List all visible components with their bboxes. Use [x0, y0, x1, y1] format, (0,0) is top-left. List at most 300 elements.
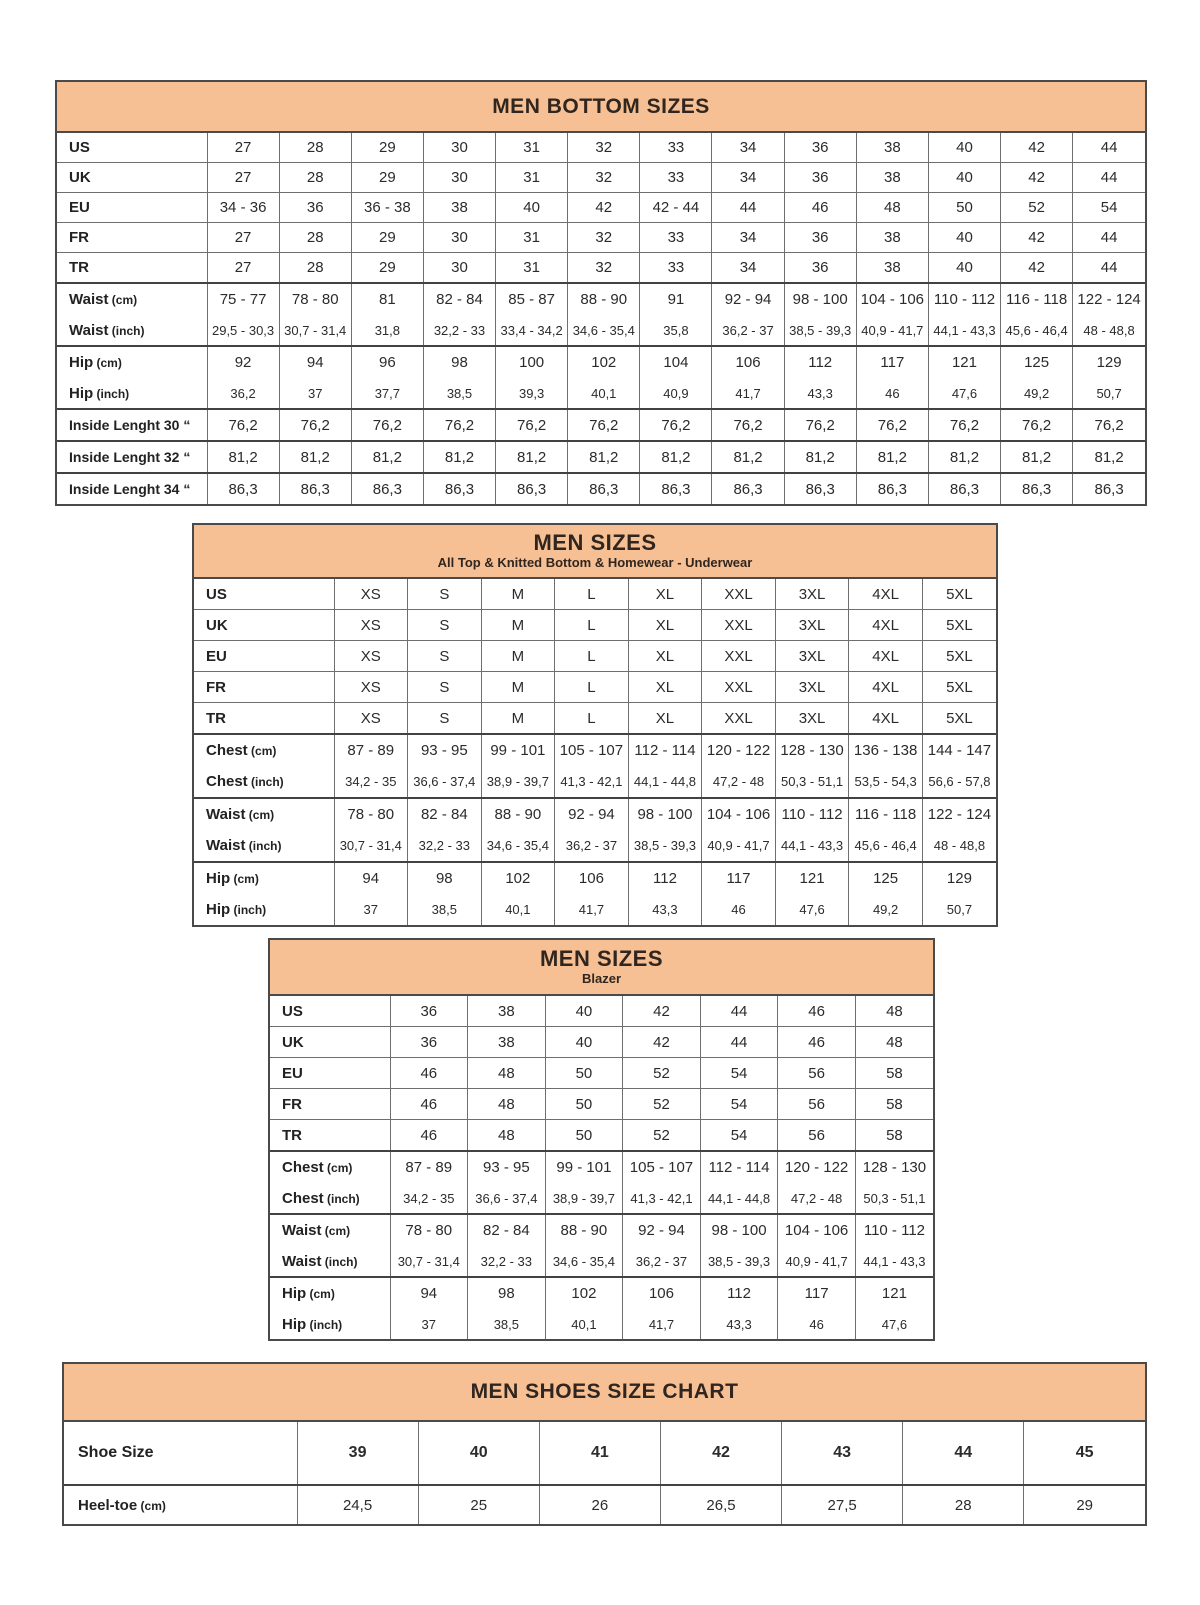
value-cell: 88 - 90	[545, 1214, 623, 1246]
value-cell: 46	[778, 1309, 856, 1339]
value-cell: 36,2 - 37	[712, 315, 784, 346]
value-cell: 93 - 95	[408, 734, 482, 766]
value-cell: 36,2 - 37	[623, 1246, 701, 1277]
table-title: MEN BOTTOM SIZES	[492, 94, 710, 118]
value-cell: 76,2	[784, 409, 856, 441]
value-cell: 87 - 89	[390, 1151, 468, 1183]
table-row	[194, 672, 996, 703]
value-cell: 45,6 - 46,4	[849, 830, 923, 862]
value-cell: 44	[700, 1027, 778, 1058]
row-label: Inside Lenght 32 “	[69, 449, 191, 465]
value-cell: 76,2	[351, 409, 423, 441]
value-cell: 128 - 130	[775, 734, 849, 766]
value-cell: 49,2	[849, 894, 923, 925]
value-cell: 106	[555, 862, 629, 894]
value-cell: 33	[640, 133, 712, 163]
value-cell: 30,7 - 31,4	[334, 830, 408, 862]
value-cell: 38,5 - 39,3	[700, 1246, 778, 1277]
value-cell: 120 - 122	[702, 734, 776, 766]
value-cell: 40,1	[481, 894, 555, 925]
men-shoes-title-bar	[64, 1364, 1145, 1422]
value-cell: 40	[928, 133, 1000, 163]
value-cell: 43,3	[784, 378, 856, 409]
value-cell: M	[481, 579, 555, 610]
value-cell: 112	[784, 346, 856, 378]
value-cell: 3XL	[775, 610, 849, 641]
row-label: Inside Lenght 30 “	[69, 417, 191, 433]
value-cell: 102	[545, 1277, 623, 1309]
table-title: MEN SIZES	[533, 530, 657, 556]
value-cell: 86,3	[712, 473, 784, 504]
value-cell: 98 - 100	[700, 1214, 778, 1246]
value-cell: 42	[623, 1027, 701, 1058]
value-cell: 35,8	[640, 315, 712, 346]
value-cell: 30,7 - 31,4	[390, 1246, 468, 1277]
value-cell: 121	[855, 1277, 933, 1309]
value-cell: 4XL	[849, 610, 923, 641]
table-row	[194, 798, 996, 830]
row-label: TR	[282, 1126, 302, 1144]
value-cell: 96	[351, 346, 423, 378]
row-label: UK	[282, 1033, 304, 1051]
value-cell: 86,3	[1073, 473, 1145, 504]
value-cell: 36	[784, 163, 856, 193]
value-cell: 40	[928, 223, 1000, 253]
value-cell: XL	[628, 672, 702, 703]
value-cell: 47,6	[775, 894, 849, 925]
value-cell: 86,3	[568, 473, 640, 504]
value-cell: 121	[928, 346, 1000, 378]
table-title: MEN SIZES	[539, 946, 664, 972]
value-cell: 28	[279, 163, 351, 193]
value-cell: 34,6 - 35,4	[481, 830, 555, 862]
row-label: Waist (cm)	[282, 1222, 351, 1239]
value-cell: L	[555, 703, 629, 735]
table-row	[194, 579, 996, 610]
row-label: Chest (cm)	[282, 1159, 353, 1176]
value-cell: 34,6 - 35,4	[545, 1246, 623, 1277]
row-label: FR	[69, 229, 89, 246]
row-label: Waist (inch)	[69, 321, 145, 339]
value-cell: 34	[712, 223, 784, 253]
value-cell: 94	[390, 1277, 468, 1309]
value-cell: 40	[496, 193, 568, 223]
value-cell: 37	[334, 894, 408, 925]
value-cell: 29,5 - 30,3	[207, 315, 279, 346]
value-cell: 105 - 107	[623, 1151, 701, 1183]
value-cell: 104 - 106	[856, 283, 928, 315]
value-cell: 3XL	[775, 641, 849, 672]
table-row	[270, 1277, 933, 1309]
value-cell: 42	[623, 996, 701, 1027]
table-row	[57, 441, 1145, 473]
value-cell: 36,2	[207, 378, 279, 409]
value-cell: 48	[855, 996, 933, 1027]
value-cell: 39	[297, 1422, 418, 1485]
value-cell: 38,9 - 39,7	[545, 1183, 623, 1214]
value-cell: 38	[856, 163, 928, 193]
value-cell: 85 - 87	[496, 283, 568, 315]
value-cell: 30	[423, 163, 495, 193]
value-cell: 54	[700, 1058, 778, 1089]
men-sizes-tops-grid	[194, 579, 996, 925]
value-cell: 38,5 - 39,3	[784, 315, 856, 346]
value-cell: 44,1 - 43,3	[775, 830, 849, 862]
value-cell: 98 - 100	[784, 283, 856, 315]
row-label: Chest (cm)	[206, 742, 277, 759]
value-cell: 50	[545, 1089, 623, 1120]
value-cell: M	[481, 641, 555, 672]
value-cell: 40,9 - 41,7	[856, 315, 928, 346]
value-cell: 40	[545, 1027, 623, 1058]
value-cell: 44	[1073, 163, 1145, 193]
value-cell: 36,6 - 37,4	[468, 1183, 546, 1214]
row-label: US	[69, 139, 90, 156]
value-cell: 28	[279, 253, 351, 284]
value-cell: 76,2	[279, 409, 351, 441]
value-cell: 116 - 118	[1001, 283, 1073, 315]
value-cell: 46	[778, 996, 856, 1027]
value-cell: 32,2 - 33	[408, 830, 482, 862]
value-cell: 46	[390, 1089, 468, 1120]
value-cell: 44	[903, 1422, 1024, 1485]
value-cell: 81,2	[568, 441, 640, 473]
row-label: EU	[206, 647, 227, 665]
table-row	[270, 1246, 933, 1277]
value-cell: 4XL	[849, 703, 923, 735]
value-cell: 40	[545, 996, 623, 1027]
value-cell: 122 - 124	[1073, 283, 1145, 315]
value-cell: 47,2 - 48	[778, 1183, 856, 1214]
row-label: Hip (inch)	[282, 1315, 343, 1333]
value-cell: 81,2	[784, 441, 856, 473]
value-cell: 38,5	[408, 894, 482, 925]
table-row	[57, 163, 1145, 193]
value-cell: 36	[390, 996, 468, 1027]
value-cell: 99 - 101	[545, 1151, 623, 1183]
value-cell: 86,3	[856, 473, 928, 504]
row-label: Hip (cm)	[282, 1285, 335, 1302]
value-cell: 98	[423, 346, 495, 378]
value-cell: 104	[640, 346, 712, 378]
value-cell: S	[408, 672, 482, 703]
value-cell: 81,2	[856, 441, 928, 473]
value-cell: 82 - 84	[408, 798, 482, 830]
value-cell: 43,3	[700, 1309, 778, 1339]
value-cell: 120 - 122	[778, 1151, 856, 1183]
value-cell: 86,3	[351, 473, 423, 504]
value-cell: 92	[207, 346, 279, 378]
value-cell: 81,2	[423, 441, 495, 473]
table-row	[194, 610, 996, 641]
value-cell: 94	[334, 862, 408, 894]
value-cell: 129	[1073, 346, 1145, 378]
value-cell: 47,6	[928, 378, 1000, 409]
value-cell: 36	[784, 253, 856, 284]
value-cell: 41,3 - 42,1	[623, 1183, 701, 1214]
value-cell: 98 - 100	[628, 798, 702, 830]
table-row	[270, 1183, 933, 1214]
value-cell: 110 - 112	[855, 1214, 933, 1246]
men-shoes-grid-host	[64, 1422, 1145, 1524]
table-row	[57, 409, 1145, 441]
value-cell: 31	[496, 223, 568, 253]
value-cell: 56	[778, 1058, 856, 1089]
value-cell: 4XL	[849, 672, 923, 703]
value-cell: 30,7 - 31,4	[279, 315, 351, 346]
row-label: TR	[206, 709, 226, 727]
value-cell: 56	[778, 1120, 856, 1152]
value-cell: 29	[351, 223, 423, 253]
value-cell: 36 - 38	[351, 193, 423, 223]
row-label: UK	[69, 169, 91, 186]
value-cell: 52	[1001, 193, 1073, 223]
value-cell: 29	[351, 133, 423, 163]
value-cell: 36	[279, 193, 351, 223]
value-cell: XS	[334, 672, 408, 703]
value-cell: 39,3	[496, 378, 568, 409]
value-cell: 81,2	[279, 441, 351, 473]
value-cell: 46	[390, 1120, 468, 1152]
value-cell: 54	[1073, 193, 1145, 223]
value-cell: 43,3	[628, 894, 702, 925]
row-label: Heel-toe (cm)	[78, 1496, 166, 1514]
men-shoes-size-chart-grid	[64, 1422, 1145, 1524]
men-sizes-blazer-title-bar	[270, 940, 933, 996]
table-subtitle: Blazer	[581, 971, 622, 987]
table-row	[270, 1027, 933, 1058]
table-row	[194, 641, 996, 672]
value-cell: 42 - 44	[640, 193, 712, 223]
value-cell: 81,2	[496, 441, 568, 473]
value-cell: 81,2	[1001, 441, 1073, 473]
table-row	[270, 1058, 933, 1089]
value-cell: 58	[855, 1058, 933, 1089]
value-cell: 31	[496, 133, 568, 163]
value-cell: 50	[928, 193, 1000, 223]
value-cell: 46	[784, 193, 856, 223]
value-cell: 144 - 147	[922, 734, 996, 766]
value-cell: 34	[712, 163, 784, 193]
value-cell: 48	[468, 1058, 546, 1089]
value-cell: 42	[1001, 223, 1073, 253]
value-cell: 32	[568, 163, 640, 193]
value-cell: 4XL	[849, 579, 923, 610]
value-cell: 32	[568, 223, 640, 253]
value-cell: 33,4 - 34,2	[496, 315, 568, 346]
value-cell: 40,9	[640, 378, 712, 409]
value-cell: 94	[279, 346, 351, 378]
value-cell: 36	[390, 1027, 468, 1058]
value-cell: 41,3 - 42,1	[555, 766, 629, 798]
row-label: Waist (inch)	[206, 837, 282, 854]
value-cell: 121	[775, 862, 849, 894]
value-cell: 3XL	[775, 703, 849, 735]
value-cell: 44,1 - 43,3	[855, 1246, 933, 1277]
value-cell: 40,1	[545, 1309, 623, 1339]
value-cell: 5XL	[922, 641, 996, 672]
value-cell: 86,3	[784, 473, 856, 504]
value-cell: 86,3	[496, 473, 568, 504]
table-row	[194, 894, 996, 925]
value-cell: XXL	[702, 703, 776, 735]
table-row	[270, 1120, 933, 1152]
value-cell: 48	[468, 1120, 546, 1152]
value-cell: 76,2	[640, 409, 712, 441]
value-cell: 28	[903, 1485, 1024, 1524]
value-cell: 42	[1001, 253, 1073, 284]
men-sizes-tops-grid-host	[194, 579, 996, 925]
value-cell: 48 - 48,8	[1073, 315, 1145, 346]
value-cell: 34 - 36	[207, 193, 279, 223]
value-cell: 102	[568, 346, 640, 378]
value-cell: 40	[928, 163, 1000, 193]
value-cell: 45	[1024, 1422, 1145, 1485]
value-cell: XXL	[702, 579, 776, 610]
value-cell: 40	[418, 1422, 539, 1485]
table-row	[194, 830, 996, 862]
table-row	[270, 1151, 933, 1183]
value-cell: XL	[628, 703, 702, 735]
value-cell: 50,7	[1073, 378, 1145, 409]
table-row	[270, 1089, 933, 1120]
value-cell: 36,2 - 37	[555, 830, 629, 862]
value-cell: 34,6 - 35,4	[568, 315, 640, 346]
value-cell: 5XL	[922, 703, 996, 735]
value-cell: S	[408, 610, 482, 641]
row-label: EU	[69, 199, 90, 216]
value-cell: 33	[640, 163, 712, 193]
value-cell: 5XL	[922, 672, 996, 703]
row-label: Chest (inch)	[282, 1189, 360, 1207]
value-cell: 86,3	[279, 473, 351, 504]
table-row	[57, 473, 1145, 504]
table-row	[194, 862, 996, 894]
value-cell: 38,5	[423, 378, 495, 409]
row-label: UK	[206, 616, 228, 634]
value-cell: 41	[539, 1422, 660, 1485]
value-cell: 112 - 114	[700, 1151, 778, 1183]
value-cell: 38,9 - 39,7	[481, 766, 555, 798]
value-cell: 34	[712, 253, 784, 284]
value-cell: 81,2	[207, 441, 279, 473]
value-cell: 125	[849, 862, 923, 894]
value-cell: 24,5	[297, 1485, 418, 1524]
table-row	[57, 346, 1145, 378]
men-bottom-sizes-grid	[57, 133, 1145, 504]
value-cell: 112 - 114	[628, 734, 702, 766]
value-cell: 47,2 - 48	[702, 766, 776, 798]
value-cell: 25	[418, 1485, 539, 1524]
value-cell: 116 - 118	[849, 798, 923, 830]
value-cell: 41,7	[555, 894, 629, 925]
value-cell: 99 - 101	[481, 734, 555, 766]
value-cell: 86,3	[423, 473, 495, 504]
value-cell: 31,8	[351, 315, 423, 346]
value-cell: 48	[855, 1027, 933, 1058]
value-cell: 36	[784, 133, 856, 163]
value-cell: S	[408, 703, 482, 735]
value-cell: 112	[700, 1277, 778, 1309]
value-cell: 40,1	[568, 378, 640, 409]
value-cell: 100	[496, 346, 568, 378]
value-cell: 128 - 130	[855, 1151, 933, 1183]
value-cell: 81,2	[1073, 441, 1145, 473]
value-cell: 81,2	[351, 441, 423, 473]
value-cell: 98	[468, 1277, 546, 1309]
value-cell: 38,5 - 39,3	[628, 830, 702, 862]
value-cell: 58	[855, 1089, 933, 1120]
row-label: Waist (cm)	[69, 291, 138, 308]
value-cell: 49,2	[1001, 378, 1073, 409]
value-cell: 38	[856, 133, 928, 163]
table-row	[57, 315, 1145, 346]
value-cell: 53,5 - 54,3	[849, 766, 923, 798]
value-cell: 27	[207, 223, 279, 253]
value-cell: 98	[408, 862, 482, 894]
value-cell: 42	[1001, 133, 1073, 163]
value-cell: 42	[568, 193, 640, 223]
table-row	[270, 1214, 933, 1246]
men-sizes-blazer-table	[268, 938, 935, 1341]
value-cell: 88 - 90	[481, 798, 555, 830]
value-cell: 34,2 - 35	[390, 1183, 468, 1214]
value-cell: 46	[856, 378, 928, 409]
value-cell: 31	[496, 163, 568, 193]
men-bottom-sizes-table	[55, 80, 1147, 506]
value-cell: XL	[628, 641, 702, 672]
value-cell: 86,3	[640, 473, 712, 504]
value-cell: 78 - 80	[279, 283, 351, 315]
value-cell: 3XL	[775, 672, 849, 703]
value-cell: 27	[207, 133, 279, 163]
value-cell: 75 - 77	[207, 283, 279, 315]
value-cell: 50	[545, 1058, 623, 1089]
value-cell: 52	[623, 1120, 701, 1152]
value-cell: 45,6 - 46,4	[1001, 315, 1073, 346]
value-cell: 40	[928, 253, 1000, 284]
value-cell: 76,2	[496, 409, 568, 441]
value-cell: 76,2	[568, 409, 640, 441]
value-cell: 117	[856, 346, 928, 378]
row-label: EU	[282, 1064, 303, 1082]
value-cell: 82 - 84	[468, 1214, 546, 1246]
value-cell: 48	[856, 193, 928, 223]
row-label: FR	[282, 1095, 302, 1113]
value-cell: 102	[481, 862, 555, 894]
value-cell: 26	[539, 1485, 660, 1524]
value-cell: 41,7	[623, 1309, 701, 1339]
value-cell: XS	[334, 579, 408, 610]
value-cell: 87 - 89	[334, 734, 408, 766]
value-cell: 44	[1073, 223, 1145, 253]
value-cell: L	[555, 641, 629, 672]
value-cell: 32	[568, 253, 640, 284]
men-sizes-blazer-grid	[270, 996, 933, 1339]
value-cell: 43	[782, 1422, 903, 1485]
value-cell: 36	[784, 223, 856, 253]
value-cell: XS	[334, 641, 408, 672]
value-cell: 117	[778, 1277, 856, 1309]
value-cell: 106	[712, 346, 784, 378]
value-cell: 29	[1024, 1485, 1145, 1524]
value-cell: 81,2	[640, 441, 712, 473]
value-cell: 27	[207, 253, 279, 284]
table-row	[64, 1485, 1145, 1524]
row-label: Hip (cm)	[69, 354, 122, 371]
row-label: Hip (inch)	[69, 384, 130, 402]
value-cell: 26,5	[660, 1485, 781, 1524]
